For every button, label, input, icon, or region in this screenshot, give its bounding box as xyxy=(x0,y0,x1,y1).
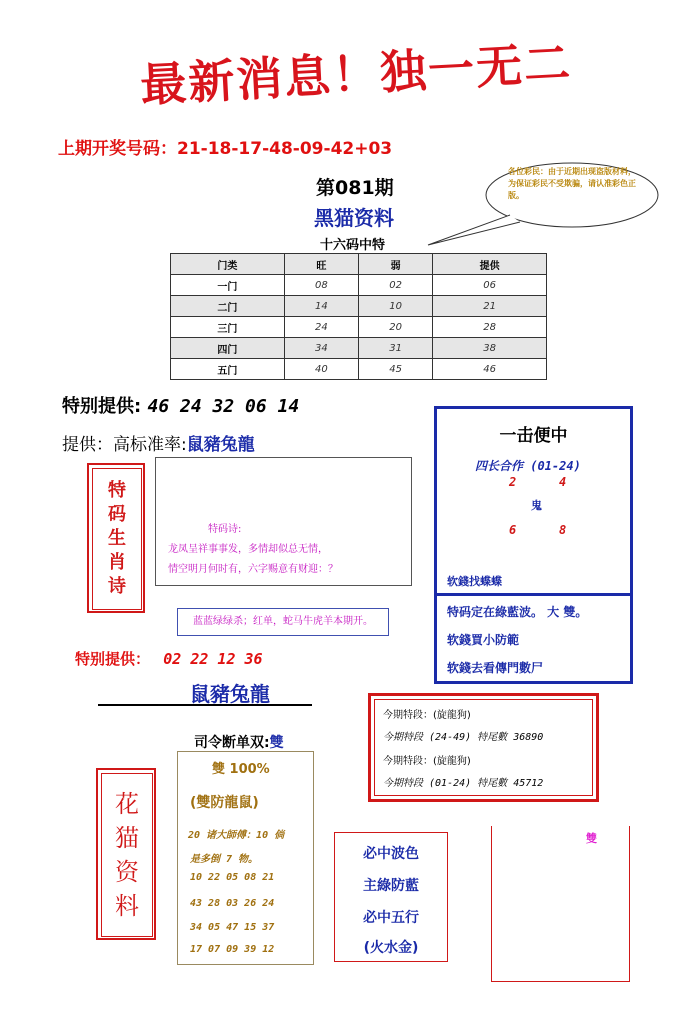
tail-line: 今期特段：(旋龍狗) xyxy=(383,756,471,767)
tail-line: 今期特段 (24-49) 特尾數 36890 xyxy=(383,732,544,743)
table-cell: 四门 xyxy=(171,338,285,359)
tail-number-box xyxy=(368,693,599,802)
box-line: 是多倒 7 物。 xyxy=(190,854,259,865)
special-provide xyxy=(62,392,299,418)
table-cell: 一门 xyxy=(171,275,285,296)
zodiac-line-2: 鼠豬兔龍 xyxy=(190,682,270,706)
table-cell: 28 xyxy=(433,317,547,338)
table-cell: 45 xyxy=(358,359,432,380)
poem-line: 情空明月何时有，六字赐意有财迎：？ xyxy=(168,564,338,575)
special2-label: 特别提供： xyxy=(75,650,151,668)
special-label: 特别提供: xyxy=(62,396,142,417)
empty-box xyxy=(491,826,630,982)
table-row xyxy=(171,317,547,338)
issue-number: 第081期 xyxy=(316,177,394,199)
table-cell: 06 xyxy=(433,275,547,296)
table-cell: 五门 xyxy=(171,359,285,380)
poem-text xyxy=(168,520,338,580)
poem-title: 特码诗: xyxy=(208,524,242,535)
box-line: 43 28 03 26 24 xyxy=(190,898,275,909)
table-title: 十六码中特 xyxy=(320,238,386,253)
provide-label: 提供：高标准率: xyxy=(62,435,187,455)
wave-line: (火水金) xyxy=(363,940,419,956)
box-line: 34 05 47 15 37 xyxy=(190,922,275,933)
box-line: 17 07 09 39 12 xyxy=(190,944,275,955)
panel-subtitle: 四长合作 (01-24) xyxy=(475,459,581,473)
poem-side-label: 特码生肖诗 xyxy=(108,480,126,597)
special-numbers: 46 24 32 06 14 xyxy=(147,396,300,417)
table-cell: 34 xyxy=(284,338,358,359)
box-line: (雙防龍鼠) xyxy=(190,795,259,811)
siling-value: 雙 xyxy=(269,735,284,751)
panel-line: 软錢買小防範 xyxy=(447,633,520,647)
table-header: 旺 xyxy=(284,254,358,275)
table-cell: 38 xyxy=(433,338,547,359)
table-row xyxy=(171,338,547,359)
table-header-row xyxy=(171,254,547,275)
table-row xyxy=(171,275,547,296)
panel-divider xyxy=(437,593,630,596)
divider xyxy=(98,704,312,706)
empty-box-mark: 雙 xyxy=(586,832,597,845)
sixteen-code-table xyxy=(170,253,547,380)
table-cell: 21 xyxy=(433,296,547,317)
table-cell: 二门 xyxy=(171,296,285,317)
table-cell: 08 xyxy=(284,275,358,296)
subtitle: 黑猫资料 xyxy=(314,206,394,230)
table-cell: 31 xyxy=(358,338,432,359)
panel-title: 一击便中 xyxy=(499,426,568,446)
siling-label: 司令断单双: xyxy=(194,735,270,751)
wave-line: 主綠防藍 xyxy=(363,878,419,894)
high-rate-provide xyxy=(62,430,255,455)
table-header: 提供 xyxy=(433,254,547,275)
wave-line: 必中波色 xyxy=(363,846,419,862)
table-cell: 24 xyxy=(284,317,358,338)
box-line: 20 诸大師傅：10 倘 xyxy=(188,830,285,841)
table-cell: 14 xyxy=(284,296,358,317)
hua-mao-label: 花猫资料 xyxy=(115,790,139,920)
panel-line: 软錢去看傳門數尸 xyxy=(447,661,544,675)
table-cell: 40 xyxy=(284,359,358,380)
tail-line: 今期特段：(旋龍狗) xyxy=(383,710,471,721)
poem-line: 龙凤呈祥事事发，多情却似总无情， xyxy=(168,544,328,555)
panel-caption: 软錢找蝶蝶 xyxy=(447,575,502,588)
special-provide-2 xyxy=(75,648,263,669)
wave-color-box xyxy=(334,832,448,962)
table-cell: 02 xyxy=(358,275,432,296)
main-title: 最新消息！独一无二 xyxy=(139,35,574,113)
hua-mao-label-box xyxy=(96,768,156,940)
siling-odd-even xyxy=(194,732,284,752)
table-cell: 三门 xyxy=(171,317,285,338)
box-line: 雙 100% xyxy=(212,762,270,777)
tip-box: 蓝蓝绿绿杀；红单，蛇马牛虎羊本期开。 xyxy=(177,608,389,636)
panel-number: 8 xyxy=(559,523,567,537)
table-header: 弱 xyxy=(358,254,432,275)
panel-number: 6 xyxy=(509,523,517,537)
panel-line: 特码定在綠藍波。 大 雙。 xyxy=(447,605,588,619)
table-row xyxy=(171,296,547,317)
poem-side-label-box xyxy=(87,463,145,613)
panel-number: 2 xyxy=(509,475,517,489)
special2-numbers: 02 22 12 36 xyxy=(163,650,263,668)
box-line: 10 22 05 08 21 xyxy=(190,872,275,883)
table-header: 门类 xyxy=(171,254,285,275)
table-row xyxy=(171,359,547,380)
panel-number: 4 xyxy=(559,475,567,489)
table-cell: 10 xyxy=(358,296,432,317)
odd-even-box xyxy=(177,751,314,965)
one-hit-panel xyxy=(434,406,633,684)
provide-zodiac: 鼠豬兔龍 xyxy=(186,435,255,455)
tail-line: 今期特段 (01-24) 特尾數 45712 xyxy=(383,778,544,789)
table-cell: 20 xyxy=(358,317,432,338)
table-cell: 46 xyxy=(433,359,547,380)
previous-result: 上期开奖号码：21-18-17-48-09-42+03 xyxy=(58,139,393,159)
panel-center-char: 鬼 xyxy=(531,499,542,512)
wave-line: 必中五行 xyxy=(363,910,419,926)
notice-text: 各位彩民：由于近期出现盗版材料，为保证彩民不受欺骗，请认准彩色正版。 xyxy=(508,167,636,200)
